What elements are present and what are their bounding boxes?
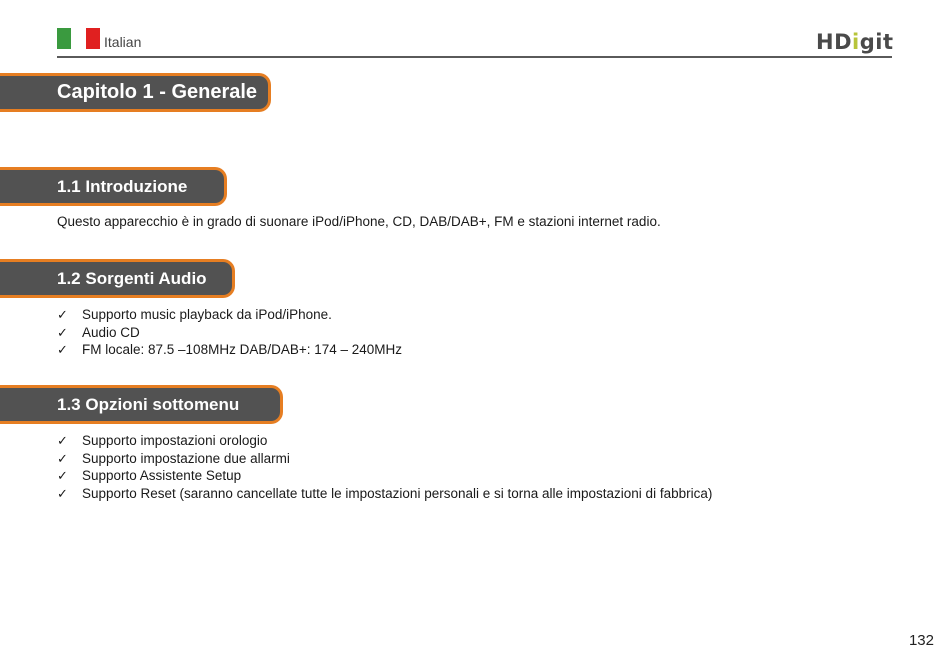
checkmark-icon: ✓ — [57, 450, 68, 466]
flag-red-stripe — [86, 28, 100, 49]
checkmark-icon: ✓ — [57, 468, 68, 483]
flag-white-stripe — [71, 28, 85, 49]
section-title-sorgenti-audio: 1.2 Sorgenti Audio — [0, 259, 235, 298]
checkmark-icon: ✓ — [57, 307, 68, 322]
chapter-title: Capitolo 1 - Generale — [0, 73, 271, 112]
italian-flag-icon — [57, 28, 100, 49]
list-item: ✓ Audio CD — [57, 324, 140, 340]
audio-sources-list — [57, 306, 402, 359]
section-title-introduzione: 1.1 Introduzione — [0, 167, 227, 206]
list-item: ✓ Supporto impostazione due allarmi — [57, 450, 290, 466]
submenu-options-list — [57, 432, 712, 502]
checkmark-icon: ✓ — [57, 342, 68, 357]
flag-green-stripe — [57, 28, 71, 49]
checkmark-icon: ✓ — [57, 485, 68, 501]
list-item: ✓ Supporto Reset (saranno cancellate tutte le impostazioni personali e si torna alle impostazioni di fabbrica) — [57, 485, 713, 501]
list-item: ✓ Supporto Assistente Setup — [57, 468, 242, 483]
checkmark-icon: ✓ — [57, 324, 68, 340]
page-number: 132 — [908, 632, 934, 649]
list-item: ✓ Supporto impostazioni orologio — [57, 433, 268, 448]
list-item: ✓ FM locale: 87.5 –108MHz DAB/DAB+: 174 – 240MHz — [57, 342, 403, 357]
language-label: Italian — [104, 34, 142, 50]
hdigit-logo: HDigit — [816, 30, 894, 54]
section-title-opzioni-sottomenu: 1.3 Opzioni sottomenu — [0, 385, 283, 424]
list-item: ✓ Supporto music playback da iPod/iPhone. — [57, 307, 332, 322]
checkmark-icon: ✓ — [57, 433, 68, 448]
header-divider — [57, 56, 892, 58]
intro-paragraph: Questo apparecchio è in grado di suonare iPod/iPhone, CD, DAB/DAB+, FM e stazioni internet radio. — [57, 214, 661, 229]
